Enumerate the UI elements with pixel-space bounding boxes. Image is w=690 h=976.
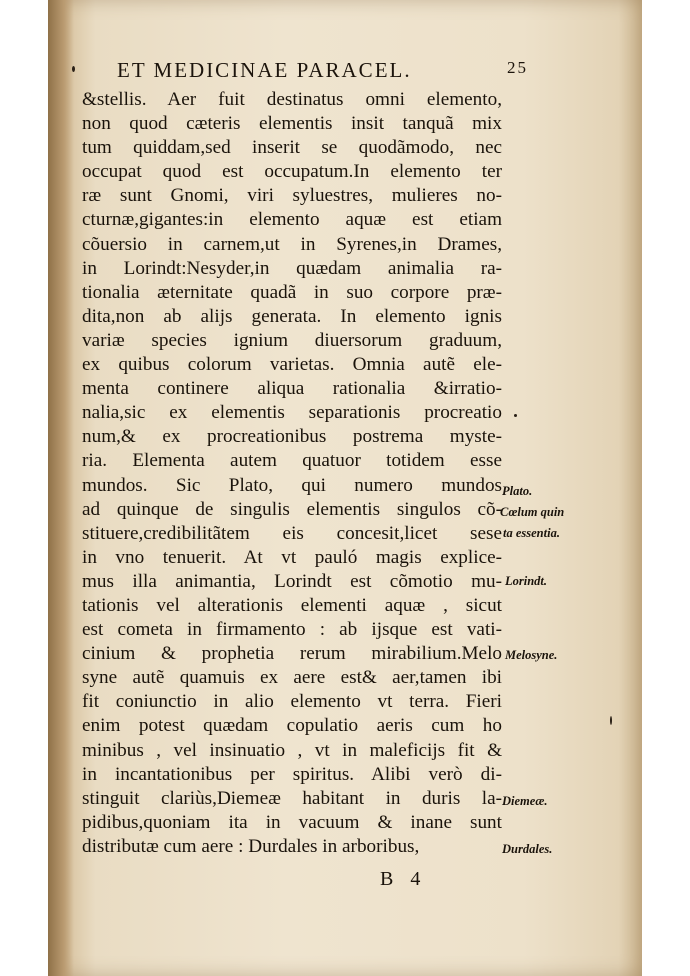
- marginal-note-lorindt: Lorindt.: [505, 574, 548, 588]
- text-line: variæ species ignium diuersorum graduum,: [82, 329, 502, 351]
- page-number: 25: [507, 58, 528, 77]
- signature-mark: B 4: [380, 868, 427, 890]
- text-line: minibus , vel insinuatio , vt in maleficijs fit &: [82, 739, 502, 761]
- text-line: stituere,credibilitãtem eis concesit,licet sese: [82, 522, 502, 544]
- text-line: mundos. Sic Plato, qui numero mundos: [82, 474, 502, 496]
- text-line: syne autẽ quamuis ex aere est& aer,tamen ibi: [82, 667, 502, 689]
- marginal-note-durdales: Durdales.: [502, 842, 553, 856]
- text-line: distributæ cum aere : Durdales in arboribus,: [82, 835, 420, 857]
- text-line: menta continere aliqua rationalia &irratio-: [82, 378, 502, 400]
- text-line: num,& ex procreationibus postrema myste-: [82, 426, 502, 448]
- text-line: ex quibus colorum varietas. Omnia autẽ ele-: [82, 354, 502, 376]
- text-line: est cometa in firmamento : ab ijsque est vati-: [82, 619, 502, 641]
- text-line: stinguit clariùs,Diemeæ habitant in duris la-: [82, 787, 502, 809]
- text-line: ræ sunt Gnomi, viri syluestres, mulieres no-: [82, 185, 502, 207]
- text-line: enim potest quædam copulatio aeris cum ho: [82, 715, 502, 737]
- marginal-note-diemeae: Diemeæ.: [502, 794, 548, 808]
- text-line: nalia,sic ex elementis separationis procreatio: [82, 402, 502, 424]
- text-line: non quod cæteris elementis insit tanquã mix: [82, 113, 502, 135]
- text-line: dita,non ab alijs generata. In elemento ignis: [82, 305, 502, 327]
- marginal-note-caelum-1: Cœlum quin: [500, 505, 565, 519]
- text-line: ria. Elementa autem quatuor totidem esse: [82, 450, 502, 472]
- text-line: in incantationibus per spiritus. Alibi verò di-: [82, 763, 502, 785]
- text-line: occupat quod est occupatum.In elemento ter: [82, 161, 502, 183]
- text-line: &stellis. Aer fuit destinatus omni elemento,: [82, 89, 502, 110]
- running-title: ET MEDICINAE PARACEL.: [117, 58, 412, 82]
- running-header: [117, 58, 528, 83]
- body-text: [82, 88, 502, 859]
- text-line: tationis vel alterationis elementi aquæ , sicut: [82, 594, 502, 616]
- text-line: cturnæ,gigantes:in elemento aquæ est etiam: [82, 209, 502, 231]
- marginal-note-melosyne: Melosyne.: [505, 648, 558, 662]
- text-line: pidibus,quoniam ita in vacuum & inane sunt: [82, 811, 502, 833]
- text-line: cõuersio in carnem,ut in Syrenes,in Drames,: [82, 233, 502, 255]
- text-line: fit coniunctio in alio elemento vt terra. Fieri: [82, 691, 502, 713]
- text-line: mus illa animantia, Lorindt est cõmotio mu-: [82, 570, 502, 592]
- marginal-note-caelum-2: ta essentia.: [503, 526, 560, 540]
- marginal-note-plato: Plato.: [502, 484, 533, 498]
- text-line: in Lorindt:Nesyder,in quædam animalia ra-: [82, 257, 502, 279]
- text-line: cinium & prophetia rerum mirabilium.Melo: [82, 643, 502, 665]
- text-line: tionalia æternitate quadã in suo corpore præ-: [82, 281, 502, 303]
- text-line: in vno tenuerit. At vt pauló magis explice-: [82, 546, 502, 568]
- text-line: tum quiddam,sed inserit se quodãmodo, nec: [82, 137, 502, 159]
- text-line: ad quinque de singulis elementis singulos cõ-: [82, 498, 502, 520]
